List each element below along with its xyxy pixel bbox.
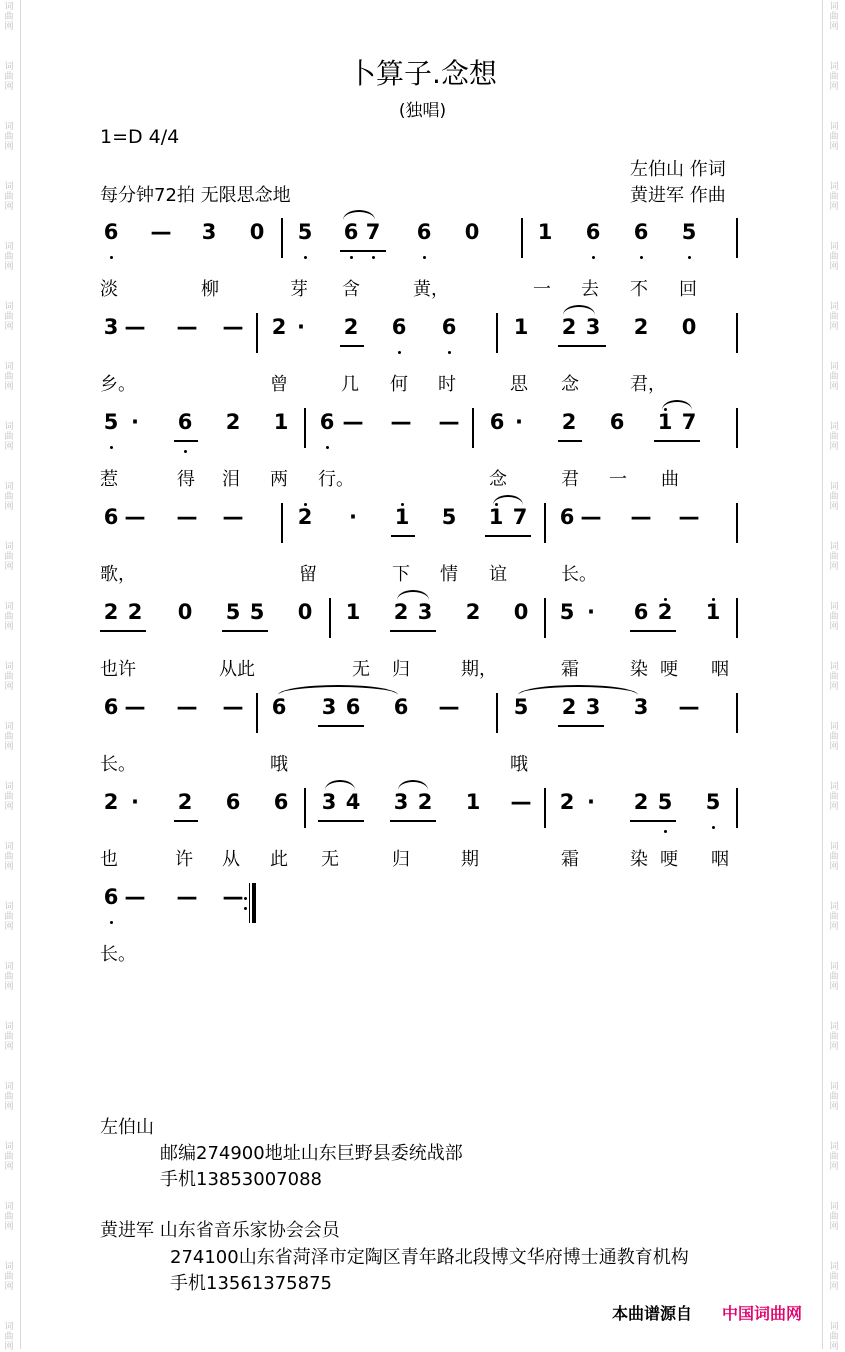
eighth-underline <box>100 630 146 632</box>
note: 6 <box>103 695 119 719</box>
bar-line <box>736 598 738 638</box>
watermark-text: 词 曲 网 <box>4 362 14 392</box>
slur <box>343 210 375 220</box>
bar-line <box>736 503 738 543</box>
lyric: 期， <box>461 659 497 680</box>
note: 1 <box>465 790 481 814</box>
note: 5 <box>297 220 313 244</box>
eighth-underline <box>174 440 198 442</box>
watermark-text: 词 曲 网 <box>4 422 14 452</box>
bar-line <box>544 598 546 638</box>
note: 3 <box>585 695 601 719</box>
note: 1 <box>657 410 673 434</box>
note: 6 <box>177 410 193 434</box>
aug-dot: · <box>131 790 139 814</box>
lyric: 一 <box>609 469 627 490</box>
lyric: 歌， <box>100 564 136 585</box>
lyric: 思 <box>510 374 528 395</box>
watermark-text: 词 曲 网 <box>829 422 839 452</box>
bar-line <box>304 788 306 828</box>
note: 2 <box>465 600 481 624</box>
watermark-text: 词 曲 网 <box>829 602 839 632</box>
watermark-text: 词 曲 网 <box>829 182 839 212</box>
watermark-text: 词 曲 网 <box>4 722 14 752</box>
eighth-underline <box>222 630 268 632</box>
note: 1 <box>273 410 289 434</box>
eighth-underline <box>558 345 606 347</box>
note: 2 <box>127 600 143 624</box>
key-signature: 1=D 4/4 <box>100 126 180 148</box>
watermark-text: 词 曲 网 <box>829 962 839 992</box>
watermark-text: 词 曲 网 <box>4 662 14 692</box>
score-row-8 <box>0 883 845 923</box>
low-octave-dot <box>712 826 715 829</box>
watermark-text: 词 曲 网 <box>4 1142 14 1172</box>
note: 6 <box>393 695 409 719</box>
eighth-underline <box>340 250 386 252</box>
note: 6 <box>391 315 407 339</box>
lyric: 曾 <box>270 374 288 395</box>
bar-line <box>736 408 738 448</box>
note: 6 <box>633 600 649 624</box>
low-octave-dot <box>110 446 113 449</box>
contact-name-2: 黄进军 山东省音乐家协会会员 <box>100 1220 340 1241</box>
watermark-text: 词 曲 网 <box>829 1322 839 1352</box>
lyric: 泪 <box>222 469 240 490</box>
note-dash: — <box>342 410 364 434</box>
lyric: 长。 <box>100 944 136 965</box>
score-row-6 <box>0 693 845 733</box>
note-dash: — <box>580 505 602 529</box>
note-dash: — <box>124 315 146 339</box>
note: 6 <box>416 220 432 244</box>
lyric: 情 <box>440 564 458 585</box>
bar-line <box>281 503 283 543</box>
tempo-marking: 每分钟72拍 无限思念地 <box>100 185 291 206</box>
bar-line <box>736 788 738 828</box>
note-dash: — <box>124 505 146 529</box>
note: 6 <box>273 790 289 814</box>
bar-line <box>256 693 258 733</box>
note: 2 <box>657 600 673 624</box>
watermark-text: 词 曲 网 <box>829 722 839 752</box>
note-dash: — <box>222 885 244 909</box>
note: 5 <box>249 600 265 624</box>
repeat-dot <box>244 907 247 910</box>
lyric: 留 <box>299 564 317 585</box>
lyric: 惹 <box>100 469 118 490</box>
note-dash: — <box>176 315 198 339</box>
lyric: 咽 <box>711 849 729 870</box>
lyric: 此 <box>270 849 288 870</box>
eighth-underline <box>340 345 364 347</box>
note: 5 <box>225 600 241 624</box>
note-dash: — <box>438 410 460 434</box>
eighth-underline <box>391 535 415 537</box>
note: 1 <box>537 220 553 244</box>
lyric: 许 <box>175 849 193 870</box>
eighth-underline <box>390 630 436 632</box>
eighth-underline <box>390 820 436 822</box>
lyric: 也许 <box>100 659 136 680</box>
lyric: 柳 <box>201 279 219 300</box>
lyric: 淡 <box>100 279 118 300</box>
lyric: 染 <box>630 659 648 680</box>
lyric: 回 <box>679 279 697 300</box>
bar-line <box>329 598 331 638</box>
eighth-underline <box>630 820 676 822</box>
contact-address-1: 邮编274900地址山东巨野县委统战部 <box>160 1143 463 1164</box>
note: 7 <box>681 410 697 434</box>
note: 5 <box>681 220 697 244</box>
note: 5 <box>705 790 721 814</box>
watermark-text: 词 曲 网 <box>829 1262 839 1292</box>
bar-line <box>256 313 258 353</box>
watermark-text: 词 曲 网 <box>829 1142 839 1172</box>
note: 6 <box>559 505 575 529</box>
note: 1 <box>488 505 504 529</box>
note-dash: — <box>222 505 244 529</box>
note: 6 <box>585 220 601 244</box>
bar-line <box>736 218 738 258</box>
lyric: 不 <box>630 279 648 300</box>
lyric: 哦 <box>270 754 288 775</box>
note-dash: — <box>124 695 146 719</box>
low-octave-dot <box>350 256 353 259</box>
watermark-text: 词 曲 网 <box>829 1202 839 1232</box>
contact-phone-2: 手机13561375875 <box>170 1273 332 1294</box>
watermark-text: 词 曲 网 <box>4 62 14 92</box>
note-dash: — <box>150 220 172 244</box>
aug-dot: · <box>587 600 595 624</box>
watermark-text: 词 曲 网 <box>829 662 839 692</box>
watermark-text: 词 曲 网 <box>4 602 14 632</box>
watermark-text: 词 曲 网 <box>4 2 14 32</box>
lyric: 期 <box>461 849 479 870</box>
bar-line <box>736 693 738 733</box>
note: 6 <box>441 315 457 339</box>
note-dash: — <box>176 695 198 719</box>
lyric: 得 <box>177 469 195 490</box>
lyric: 谊 <box>489 564 507 585</box>
note: 6 <box>345 695 361 719</box>
watermark-text: 词 曲 网 <box>4 302 14 332</box>
note: 6 <box>103 505 119 529</box>
note: 2 <box>561 410 577 434</box>
note: 2 <box>633 790 649 814</box>
slur <box>325 780 355 790</box>
lyric: 时 <box>438 374 456 395</box>
low-octave-dot <box>398 351 401 354</box>
lyric: 归 <box>392 849 410 870</box>
watermark-text: 词 曲 网 <box>4 842 14 872</box>
watermark-text: 词 曲 网 <box>4 122 14 152</box>
watermark-text: 词 曲 网 <box>829 842 839 872</box>
note: 5 <box>559 600 575 624</box>
watermark-text: 词 曲 网 <box>4 962 14 992</box>
watermark-text: 词 曲 网 <box>4 902 14 932</box>
lyric: 念 <box>489 469 507 490</box>
slur <box>563 305 595 315</box>
lyric: 无 <box>321 849 339 870</box>
watermark-text: 词 曲 网 <box>829 242 839 272</box>
note: 0 <box>177 600 193 624</box>
aug-dot: · <box>515 410 523 434</box>
lyric: 染 <box>630 849 648 870</box>
note: 6 <box>103 220 119 244</box>
repeat-bar-thin <box>249 883 250 923</box>
note-dash: — <box>176 885 198 909</box>
lyric: 咽 <box>711 659 729 680</box>
lyric: 念 <box>561 374 579 395</box>
right-border <box>822 0 823 1349</box>
lyric: 去 <box>581 279 599 300</box>
note: 3 <box>321 695 337 719</box>
watermark-text: 词 曲 网 <box>4 1202 14 1232</box>
page-title: 卜算子.念想 <box>348 57 497 90</box>
note-dash: — <box>630 505 652 529</box>
low-octave-dot <box>688 256 691 259</box>
lyric: 君， <box>630 374 666 395</box>
note-dash: — <box>222 695 244 719</box>
note: 2 <box>417 790 433 814</box>
note: 3 <box>201 220 217 244</box>
note-dash: — <box>678 505 700 529</box>
note: 3 <box>103 315 119 339</box>
note: 1 <box>394 505 410 529</box>
watermark-text: 词 曲 网 <box>829 482 839 512</box>
lyric: 君 <box>561 469 579 490</box>
watermark-text: 词 曲 网 <box>829 122 839 152</box>
bar-line <box>521 218 523 258</box>
low-octave-dot <box>640 256 643 259</box>
contact-name-1: 左伯山 <box>100 1117 154 1138</box>
watermark-text: 词 曲 网 <box>829 62 839 92</box>
low-octave-dot <box>184 450 187 453</box>
slur <box>278 685 398 695</box>
note: 2 <box>271 315 287 339</box>
eighth-underline <box>558 440 582 442</box>
lyric: 也 <box>100 849 118 870</box>
score-row-4 <box>0 503 845 543</box>
composer-credit: 黄进军 作曲 <box>630 185 726 206</box>
note: 6 <box>343 220 359 244</box>
note: 3 <box>393 790 409 814</box>
watermark-text: 词 曲 网 <box>4 542 14 572</box>
watermark-text: 词 曲 网 <box>4 1322 14 1352</box>
note: 6 <box>633 220 649 244</box>
watermark-text: 词 曲 网 <box>829 542 839 572</box>
note: 0 <box>249 220 265 244</box>
lyric: 霜 <box>561 659 579 680</box>
page-subtitle: (独唱) <box>398 101 447 121</box>
lyric: 黄， <box>413 279 449 300</box>
score-row-7 <box>0 788 845 828</box>
eighth-underline <box>630 630 676 632</box>
low-octave-dot <box>304 256 307 259</box>
note: 7 <box>365 220 381 244</box>
note: 2 <box>343 315 359 339</box>
note: 2 <box>393 600 409 624</box>
watermark-text: 词 曲 网 <box>829 302 839 332</box>
low-octave-dot <box>110 256 113 259</box>
lyric: 归 <box>392 659 410 680</box>
lyricist-credit: 左伯山 作词 <box>630 159 726 180</box>
note: 5 <box>103 410 119 434</box>
note: 2 <box>103 790 119 814</box>
repeat-bar-thick <box>252 883 256 923</box>
note: 2 <box>561 695 577 719</box>
low-octave-dot <box>592 256 595 259</box>
low-octave-dot <box>664 830 667 833</box>
score-row-2 <box>0 313 845 353</box>
note: 5 <box>513 695 529 719</box>
note-dash: — <box>510 790 532 814</box>
lyric: 两 <box>270 469 288 490</box>
bar-line <box>281 218 283 258</box>
note-dash: — <box>678 695 700 719</box>
aug-dot: · <box>297 315 305 339</box>
lyric: 含 <box>342 279 360 300</box>
note: 2 <box>633 315 649 339</box>
note: 2 <box>225 410 241 434</box>
note: 5 <box>657 790 673 814</box>
watermark-text: 词 曲 网 <box>4 1082 14 1112</box>
aug-dot: · <box>587 790 595 814</box>
watermark-text: 词 曲 网 <box>4 482 14 512</box>
lyric: 从 <box>222 849 240 870</box>
watermark-text: 词 曲 网 <box>829 902 839 932</box>
note-dash: — <box>124 885 146 909</box>
note-dash: — <box>176 505 198 529</box>
note: 3 <box>633 695 649 719</box>
watermark-text: 词 曲 网 <box>4 782 14 812</box>
repeat-dot <box>244 897 247 900</box>
watermark-text: 词 曲 网 <box>829 362 839 392</box>
note: 3 <box>417 600 433 624</box>
bar-line <box>544 788 546 828</box>
lyric: 哦 <box>510 754 528 775</box>
source-site-link[interactable]: 中国词曲网 <box>722 1304 803 1323</box>
lyric: 长。 <box>561 564 597 585</box>
aug-dot: · <box>131 410 139 434</box>
note-dash: — <box>390 410 412 434</box>
bar-line <box>496 313 498 353</box>
contact-phone-1: 手机13853007088 <box>160 1169 322 1190</box>
slur <box>397 590 429 600</box>
note: 3 <box>321 790 337 814</box>
note: 1 <box>345 600 361 624</box>
lyric: 霜 <box>561 849 579 870</box>
lyric: 乡。 <box>100 374 136 395</box>
note: 2 <box>561 315 577 339</box>
watermark-text: 词 曲 网 <box>829 2 839 32</box>
lyric: 芽 <box>290 279 308 300</box>
lyric: 下 <box>392 564 410 585</box>
note: 6 <box>271 695 287 719</box>
watermark-text: 词 曲 网 <box>4 182 14 212</box>
note: 4 <box>345 790 361 814</box>
watermark-text: 词 曲 网 <box>829 782 839 812</box>
note: 6 <box>319 410 335 434</box>
left-border <box>20 0 21 1349</box>
note: 6 <box>103 885 119 909</box>
lyric: 一 <box>533 279 551 300</box>
low-octave-dot <box>326 446 329 449</box>
watermark-text: 词 曲 网 <box>4 1022 14 1052</box>
note-dash: — <box>222 315 244 339</box>
watermark-text: 词 曲 网 <box>4 242 14 272</box>
note: 0 <box>297 600 313 624</box>
lyric: 几 <box>341 374 359 395</box>
note-dash: — <box>438 695 460 719</box>
note: 1 <box>705 600 721 624</box>
eighth-underline <box>558 725 604 727</box>
bar-line <box>472 408 474 448</box>
note: 6 <box>489 410 505 434</box>
note: 2 <box>297 505 313 529</box>
note: 2 <box>559 790 575 814</box>
lyric: 哽 <box>660 849 678 870</box>
eighth-underline <box>318 820 364 822</box>
low-octave-dot <box>372 256 375 259</box>
contact-address-2: 274100山东省菏泽市定陶区青年路北段博文华府博士通教育机构 <box>170 1247 689 1268</box>
eighth-underline <box>485 535 531 537</box>
eighth-underline <box>654 440 700 442</box>
lyric: 曲 <box>661 469 679 490</box>
note: 7 <box>512 505 528 529</box>
note: 2 <box>103 600 119 624</box>
score-row-3 <box>0 408 845 448</box>
lyric: 哽 <box>660 659 678 680</box>
note: 3 <box>585 315 601 339</box>
score-row-5 <box>0 598 845 638</box>
note: 5 <box>441 505 457 529</box>
low-octave-dot <box>423 256 426 259</box>
note: 0 <box>681 315 697 339</box>
watermark-text: 词 曲 网 <box>829 1022 839 1052</box>
slur <box>518 685 638 695</box>
lyric: 长。 <box>100 754 136 775</box>
source-label: 本曲谱源自 <box>612 1304 693 1323</box>
slur <box>398 780 428 790</box>
aug-dot: · <box>349 505 357 529</box>
lyric: 行。 <box>318 469 354 490</box>
lyric: 无 <box>352 659 370 680</box>
note: 1 <box>513 315 529 339</box>
note: 6 <box>609 410 625 434</box>
note: 0 <box>513 600 529 624</box>
low-octave-dot <box>448 351 451 354</box>
lyric: 从此 <box>219 659 255 680</box>
bar-line <box>544 503 546 543</box>
eighth-underline <box>174 820 198 822</box>
score-row-1 <box>0 218 845 258</box>
eighth-underline <box>318 725 364 727</box>
bar-line <box>496 693 498 733</box>
note: 2 <box>177 790 193 814</box>
lyric: 何 <box>390 374 408 395</box>
watermark-text: 词 曲 网 <box>829 1082 839 1112</box>
low-octave-dot <box>110 921 113 924</box>
note: 6 <box>225 790 241 814</box>
bar-line <box>736 313 738 353</box>
note: 0 <box>464 220 480 244</box>
bar-line <box>304 408 306 448</box>
watermark-text: 词 曲 网 <box>4 1262 14 1292</box>
